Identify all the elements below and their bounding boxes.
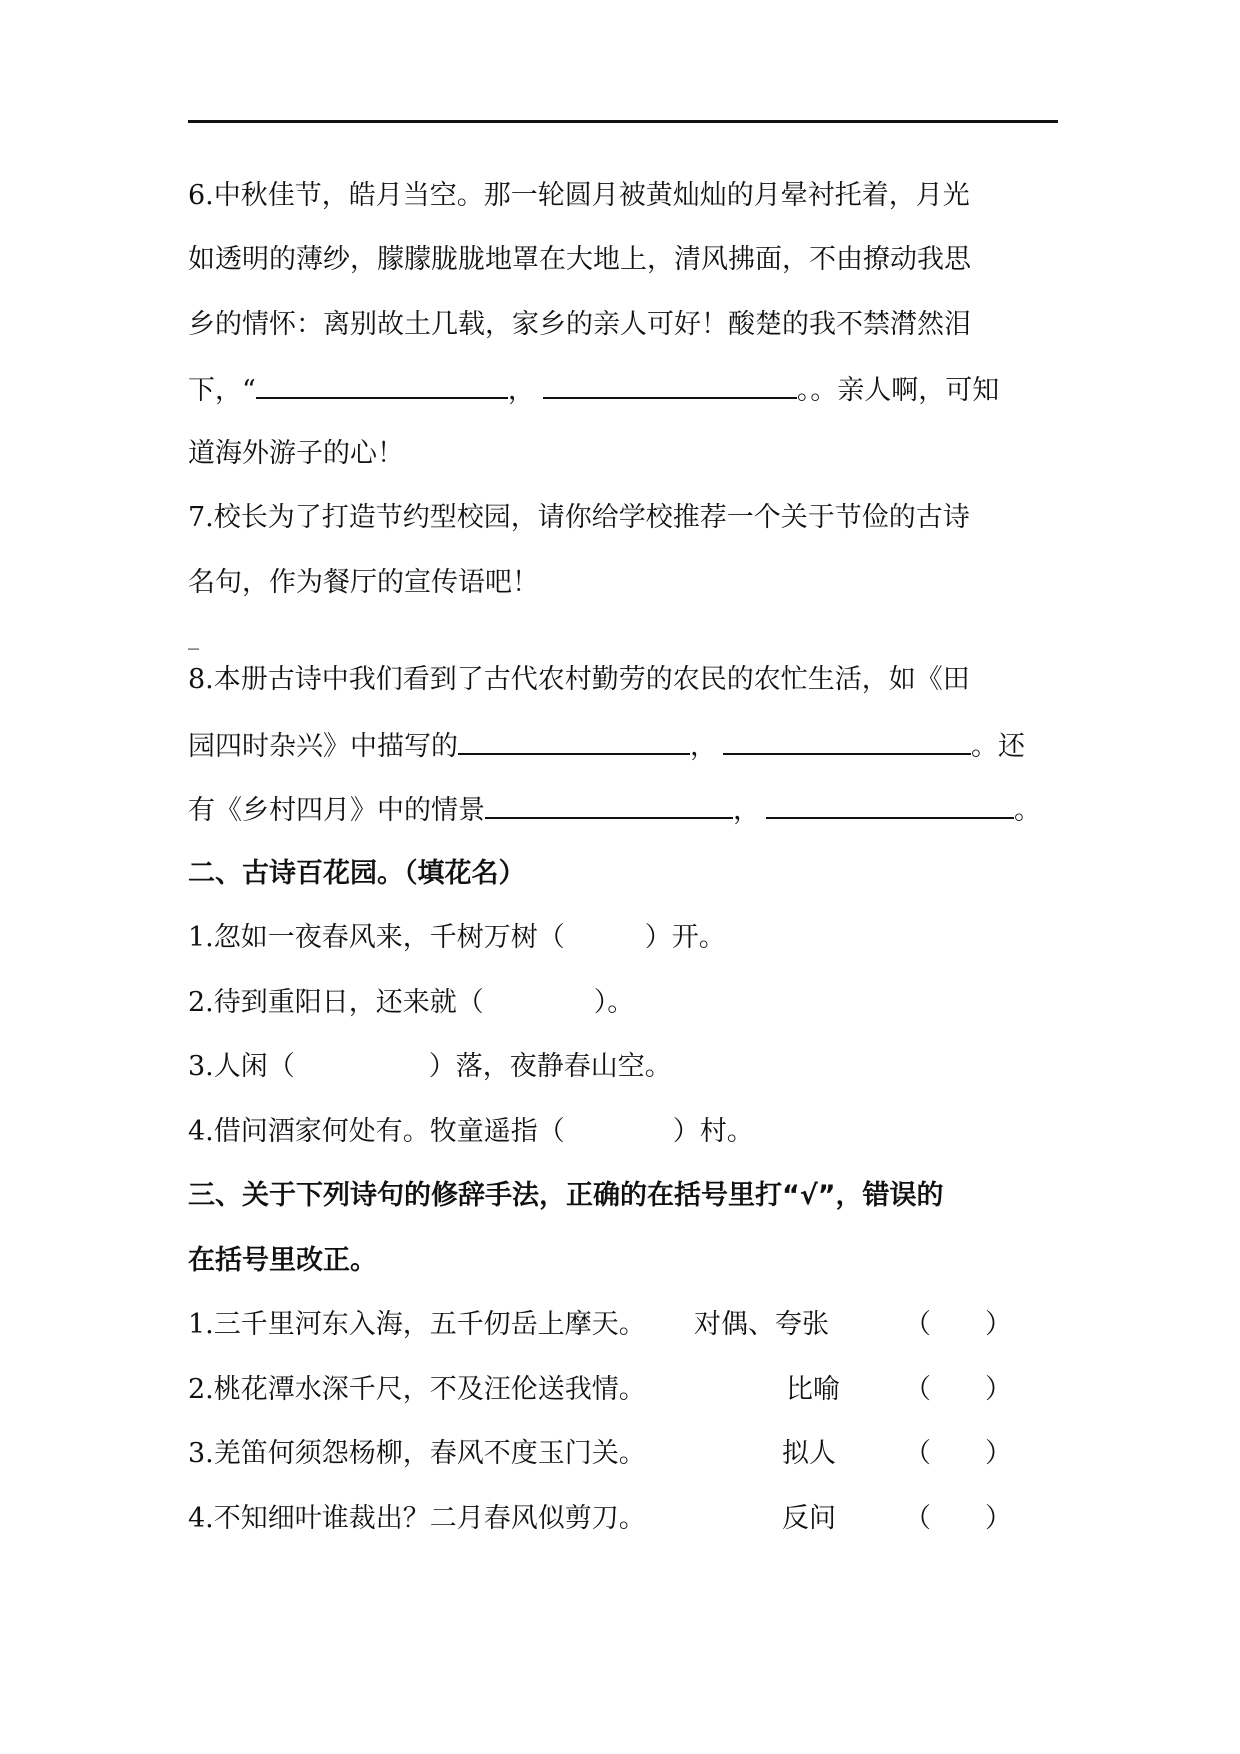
item-suffix: ）落，夜静春山空。 <box>428 1051 672 1082</box>
answer-blank[interactable] <box>458 727 690 755</box>
q6-line-5: 道海外游子的心！ <box>188 438 404 469</box>
q6-line-4-end: 。。亲人啊，可知 <box>796 375 1000 406</box>
answer-blank[interactable] <box>485 791 733 819</box>
q6-line-3: 乡的情怀：离别故土几载，家乡的亲人可好！酸楚的我不禁潸然泪 <box>188 309 971 340</box>
section-2-item-1 <box>188 920 726 956</box>
q8-line-2 <box>188 727 1025 765</box>
item-suffix: ）。 <box>593 987 635 1018</box>
section-3-title-line-1: 三、关于下列诗句的修辞手法，正确的在括号里打“√”，错误的 <box>188 1180 944 1211</box>
q8-line-2-separator: ， <box>690 731 717 762</box>
section-2-item-3 <box>188 1049 672 1085</box>
q6-line-2: 如透明的薄纱，朦朦胧胧地罩在大地上，清风拂面，不由撩动我思 <box>188 244 971 275</box>
section-2-item-4 <box>188 1114 754 1150</box>
section-3-item-3-answer[interactable]: （ ） <box>904 1438 1012 1469</box>
section-3-item-1-device: 对偶、夸张 <box>694 1309 829 1340</box>
q6-line-1: 6.中秋佳节，皓月当空。那一轮圆月被黄灿灿的月晕衬托着，月光 <box>188 180 970 211</box>
section-3-item-4-text: 4.不知细叶谁裁出？二月春风似剪刀。 <box>188 1503 646 1534</box>
q8-line-1: 8.本册古诗中我们看到了古代农村勤劳的农民的农忙生活，如《田 <box>188 664 970 695</box>
item-prefix: 4.借问酒家何处有。牧童遥指（ <box>188 1116 565 1147</box>
q8-line-3 <box>188 791 1041 829</box>
answer-blank[interactable] <box>543 371 797 399</box>
section-2-item-2 <box>188 985 634 1021</box>
q8-line-3-start: 有《乡村四月》中的情景 <box>188 795 485 826</box>
q6-line-4-start: 下，“ <box>188 375 256 406</box>
answer-blank[interactable] <box>256 371 508 399</box>
q8-line-3-end: 。 <box>1014 795 1041 826</box>
item-suffix: ）村。 <box>672 1116 754 1147</box>
q8-line-3-separator: ， <box>733 795 760 826</box>
item-suffix: ）开。 <box>644 922 726 953</box>
section-3-item-4-answer[interactable]: （ ） <box>904 1503 1012 1534</box>
q7-line-1: 7.校长为了打造节约型校园，请你给学校推荐一个关于节俭的古诗 <box>188 502 970 533</box>
q8-line-2-end: 。还 <box>971 731 1025 762</box>
answer-blank[interactable] <box>723 727 971 755</box>
section-3-item-3-device: 拟人 <box>782 1438 836 1469</box>
section-3-item-1-text: 1.三千里河东入海，五千仞岳上摩天。 <box>188 1309 646 1340</box>
section-3-item-1-answer[interactable]: （ ） <box>904 1309 1012 1340</box>
section-3-item-4-device: 反问 <box>782 1503 836 1534</box>
q8-line-2-start: 园四时杂兴》中描写的 <box>188 731 458 762</box>
item-prefix: 3.人闲（ <box>188 1051 295 1082</box>
section-3-item-3-text: 3.羌笛何须怨杨柳，春风不度玉门关。 <box>188 1438 646 1469</box>
section-3-item-2-answer[interactable]: （ ） <box>904 1374 1012 1405</box>
section-3-item-2-text: 2.桃花潭水深千尺，不及汪伦送我情。 <box>188 1374 646 1405</box>
section-2-title: 二、古诗百花园。（填花名） <box>188 858 526 889</box>
q7-answer-mark[interactable]: _ <box>188 625 199 650</box>
item-prefix: 1.忽如一夜春风来，千树万树（ <box>188 922 565 953</box>
q7-line-2: 名句，作为餐厅的宣传语吧！ <box>188 567 539 598</box>
q6-line-4 <box>188 371 999 409</box>
q6-line-4-separator: ， <box>507 375 535 406</box>
section-3-item-2-device: 比喻 <box>786 1374 840 1405</box>
header-rule <box>188 120 1058 123</box>
item-prefix: 2.待到重阳日，还来就（ <box>188 987 484 1018</box>
section-3-title-line-2: 在括号里改正。 <box>188 1245 377 1276</box>
answer-blank[interactable] <box>766 791 1014 819</box>
